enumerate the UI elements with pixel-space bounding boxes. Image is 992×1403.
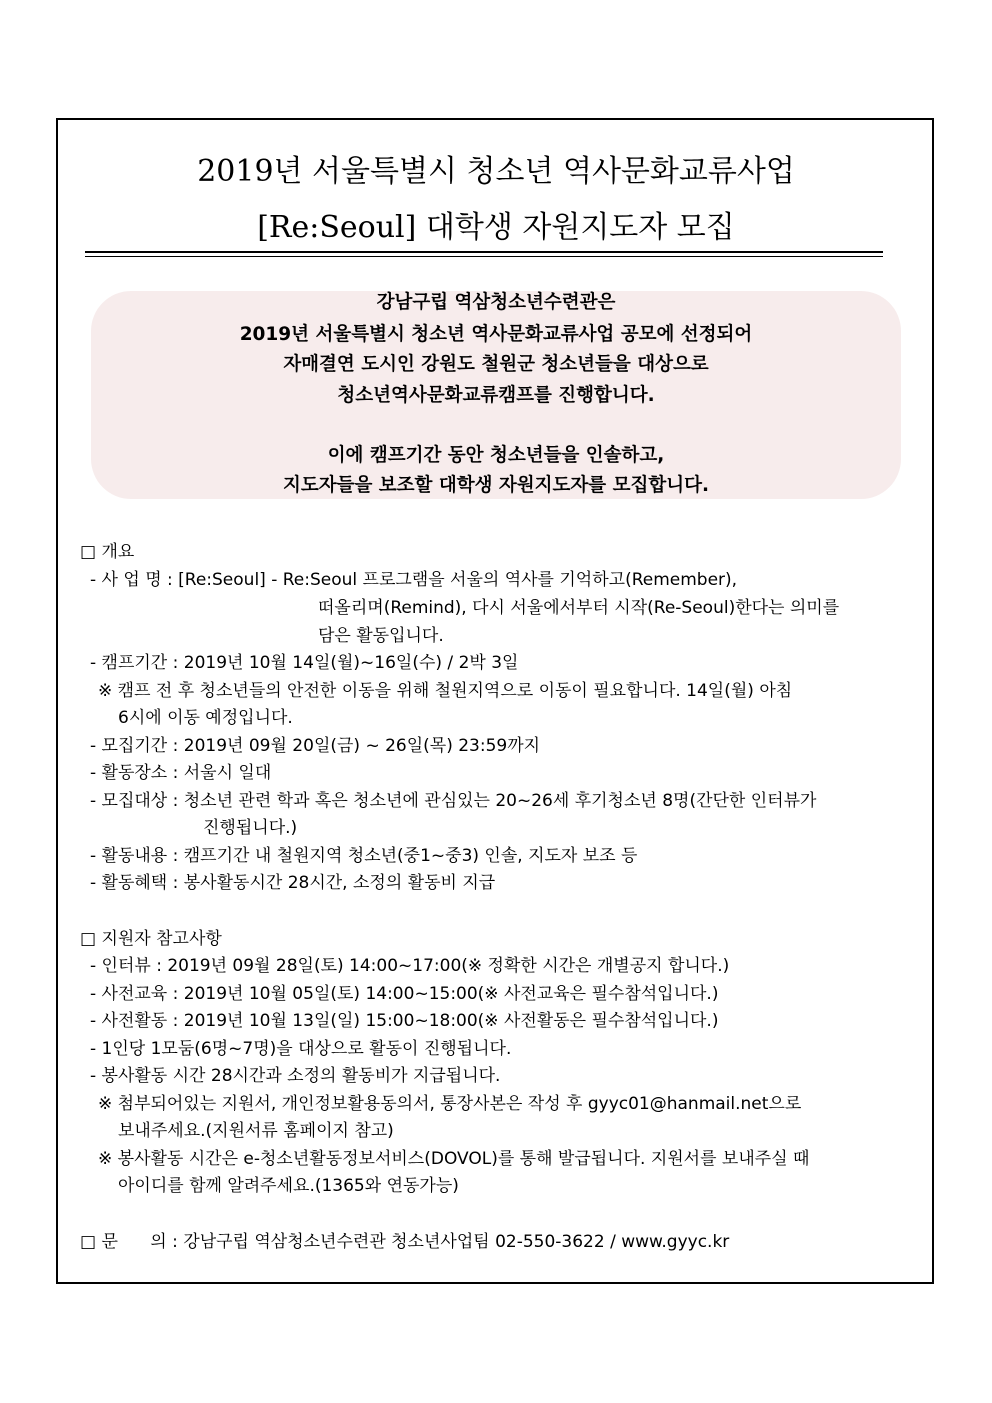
overview-line-project: - 사 업 명 : [Re:Seoul] - Re:Seoul 프로그램을 서울의 역사를 기억하고(Remember), — [90, 570, 738, 590]
applicant-line-documents-cont: 보내주세요.(지원서류 홈페이지 참고) — [118, 1121, 394, 1141]
document-title-line1: 2019년 서울특별시 청소년 역사문화교류사업 — [197, 154, 795, 189]
applicant-line-dovol-cont: 아이디를 함께 알려주세요.(1365와 연동가능) — [118, 1176, 459, 1196]
document-title-line2: [Re:Seoul] 대학생 자원지도자 모집 — [257, 210, 735, 245]
overview-line-project-cont: 담은 활동입니다. — [318, 626, 444, 646]
notice-line: 강남구립 역삼청소년수련관은 — [376, 292, 616, 313]
overview-line-recruit-period: - 모집기간 : 2019년 09월 20일(금) ~ 26일(목) 23:59까지 — [90, 736, 541, 756]
overview-line-camp-period: - 캠프기간 : 2019년 10월 14일(월)~16일(수) / 2박 3일 — [90, 653, 519, 673]
notice-line: 이에 캠프기간 동안 청소년들을 인솔하고, — [327, 445, 665, 466]
notice-line: 청소년역사문화교류캠프를 진행합니다. — [337, 385, 655, 406]
applicant-line-dovol: ※ 봉사활동 시간은 e-청소년활동정보서비스(DOVOL)를 통해 발급됩니다. 지원서를 보내주실 때 — [98, 1149, 810, 1169]
overview-line-camp-note-cont: 6시에 이동 예정입니다. — [118, 708, 293, 728]
applicant-heading: □ 지원자 참고사항 — [80, 929, 222, 949]
title-underline-thick — [85, 251, 883, 253]
overview-line-project-cont: 떠올리며(Remind), 다시 서울에서부터 시작(Re-Seoul)한다는 의미를 — [318, 598, 840, 618]
applicant-line-pre-activity: - 사전활동 : 2019년 10월 13일(일) 15:00~18:00(※ 사전활동은 필수참석입니다.) — [90, 1011, 719, 1031]
title-underline-thin — [85, 256, 883, 257]
applicant-line-volunteer-hours: - 봉사활동 시간 28시간과 소정의 활동비가 지급됩니다. — [90, 1066, 501, 1086]
overview-line-camp-note: ※ 캠프 전 후 청소년들의 안전한 이동을 위해 철원지역으로 이동이 필요합니다. 14일(월) 아침 — [98, 681, 793, 701]
overview-line-activity: - 활동내용 : 캠프기간 내 철원지역 청소년(중1~중3) 인솔, 지도자 보조 등 — [90, 846, 638, 866]
overview-line-location: - 활동장소 : 서울시 일대 — [90, 763, 272, 783]
applicant-line-pre-education: - 사전교육 : 2019년 10월 05일(토) 14:00~15:00(※ 사전교육은 필수참석입니다.) — [90, 984, 719, 1004]
overview-line-target: - 모집대상 : 청소년 관련 학과 혹은 청소년에 관심있는 20~26세 후기청소년 8명(간단한 인터뷰가 — [90, 791, 817, 811]
overview-line-target-cont: 진행됩니다.) — [203, 818, 298, 838]
notice-box — [91, 291, 901, 499]
overview-heading: □ 개요 — [80, 542, 135, 562]
notice-line: 지도자들을 보조할 대학생 자원지도자를 모집합니다. — [283, 475, 709, 496]
contact-line: □ 문 의 : 강남구립 역삼청소년수련관 청소년사업팀 02-550-3622 / www.gyyc.kr — [80, 1232, 730, 1252]
overview-line-benefit: - 활동혜택 : 봉사활동시간 28시간, 소정의 활동비 지급 — [90, 873, 496, 893]
applicant-line-documents: ※ 첨부되어있는 지원서, 개인정보활용동의서, 통장사본은 작성 후 gyyc01@hanmail.net으로 — [98, 1094, 802, 1114]
applicant-line-interview: - 인터뷰 : 2019년 09월 28일(토) 14:00~17:00(※ 정확한 시간은 개별공지 합니다.) — [90, 956, 730, 976]
notice-line: 2019년 서울특별시 청소년 역사문화교류사업 공모에 선정되어 — [239, 324, 753, 345]
notice-line: 자매결연 도시인 강원도 철원군 청소년들을 대상으로 — [283, 354, 709, 375]
applicant-line-group: - 1인당 1모둠(6명~7명)을 대상으로 활동이 진행됩니다. — [90, 1039, 512, 1059]
